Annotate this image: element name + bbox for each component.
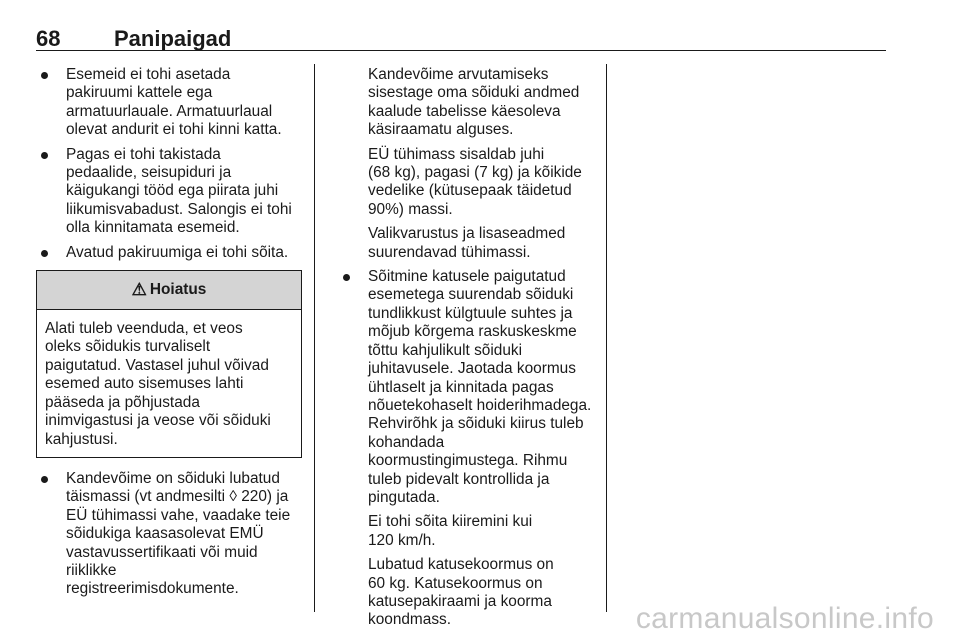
bullet-dot-icon [41,152,48,159]
column-left [36,66,302,605]
text-line: EÜ tühimass sisaldab juhi [368,145,545,163]
paragraph [368,146,600,220]
column-divider-left [314,64,315,612]
warning-box [36,270,302,458]
bullet-dot-icon [41,250,48,257]
text-line: vastavussertifikaati või muid [66,543,258,561]
bullet-item [36,470,302,599]
text-line: armatuurlauale. Armatuurlaual [66,102,273,120]
text-line: kahjustusi. [45,430,118,448]
text-line: tuleb pidevalt kontrollida ja [368,470,550,488]
bullet-dot-icon [343,274,350,281]
paragraph [368,513,600,550]
warning-triangle-icon: ⚠ [131,279,147,299]
text-line: tõttu kahjulikult sõiduki [368,341,522,359]
bullet-dot-icon [41,72,48,79]
paragraph [368,556,600,630]
text-line: kohandada [368,433,445,451]
text-line: liikumisvabadust. Salongis ei tohi [66,200,292,218]
text-line: vedelike (kütusepaak täidetud [368,182,572,200]
text-line: Pagas ei tohi takistada [66,145,221,163]
text-line: inimvigastusi ja veose või sõiduki [45,412,271,430]
bullet-item [36,66,302,140]
text-line: juhitavusele. Jaotada koormus [368,360,576,378]
text-line: Rehvirõhk ja sõiduki kiirus tuleb [368,415,584,433]
warning-header [37,271,301,310]
text-line: täismassi (vt andmesilti ◊ 220) ja [66,488,289,506]
text-line: Ei tohi sõita kiiremini kui [368,513,533,531]
text-line: 120 km/h. [368,531,436,549]
text-line: suurendavad tühimassi. [368,243,531,261]
text-line: esemed auto sisemuses lahti [45,375,244,393]
text-line: Avatud pakiruumiga ei tohi sõita. [66,243,289,261]
text-line: Alati tuleb veenduda, et veos [45,320,243,338]
text-line: 60 kg. Katusekoormus on [368,574,543,592]
text-line: käigukangi tööd ega piirata juhi [66,182,279,200]
page-title: Panipaigad [114,26,232,51]
bullet-item [36,146,302,238]
text-line: pakiruumi kattele ega [66,84,213,102]
column-divider-right [606,64,607,612]
text-line: ühtlaselt ja kinnitada pagas [368,378,554,396]
text-line: kaalude tabelisse käesoleva [368,102,561,120]
text-line: nõuetekohaselt hoiderihmadega. [368,396,592,414]
text-line: pääseda ja põhjustada [45,393,200,411]
paragraph [368,225,600,262]
page-number: 68 [36,26,61,51]
text-line: riiklikke [66,561,117,579]
bullet-item [338,268,600,507]
text-line: koondmass. [368,611,451,629]
warning-title: Hoiatus [149,280,207,298]
text-line: käsiraamatu alguses. [368,121,514,139]
text-line: EÜ tühimassi vahe, vaadake teie [66,506,291,524]
text-line: Sõitmine katusele paigutatud [368,268,566,286]
text-line: 90%) massi. [368,200,453,218]
text-line: pedaalide, seisupiduri ja [66,164,232,182]
text-line: Kandevõime arvutamiseks [368,66,549,83]
page-header [36,22,886,51]
text-line: olevat andurit ei tohi kinni katta. [66,121,282,139]
text-line: sisestage oma sõiduki andmed [368,84,580,102]
text-line: registreerimisdokumente. [66,580,239,598]
text-line: pingutada. [368,488,440,506]
warning-text [37,310,301,457]
text-line: Esemeid ei tohi asetada [66,66,231,83]
text-line: Lubatud katusekoormus on [368,556,554,574]
text-line: esemetega suurendab sõiduki [368,286,574,304]
text-line: Kandevõime on sõiduki lubatud [66,469,280,487]
text-line: paigutatud. Vastasel juhul võivad [45,356,269,374]
text-line: koormustingimustega. Rihmu [368,452,568,470]
bullet-dot-icon [41,476,48,483]
watermark: carmanualsonline.info [635,602,934,635]
text-line: Valikvarustus ja lisaseadmed [368,225,566,243]
text-line: (68 kg), pagasi (7 kg) ja kõikide [368,164,582,182]
column-middle [338,66,600,636]
text-line: oleks sõidukis turvaliselt [45,338,211,356]
text-line: tundlikkust külgtuule suhtes ja [368,304,573,322]
text-line: mõjub kõrgema raskuskeskme [368,323,577,341]
text-line: sõidukiga kaasasolevat EMÜ [66,525,264,543]
bullet-item [36,244,302,262]
text-line: katusepakiraami ja koorma [368,592,552,610]
text-line: olla kinnitamata esemeid. [66,219,240,237]
paragraph [368,66,600,140]
